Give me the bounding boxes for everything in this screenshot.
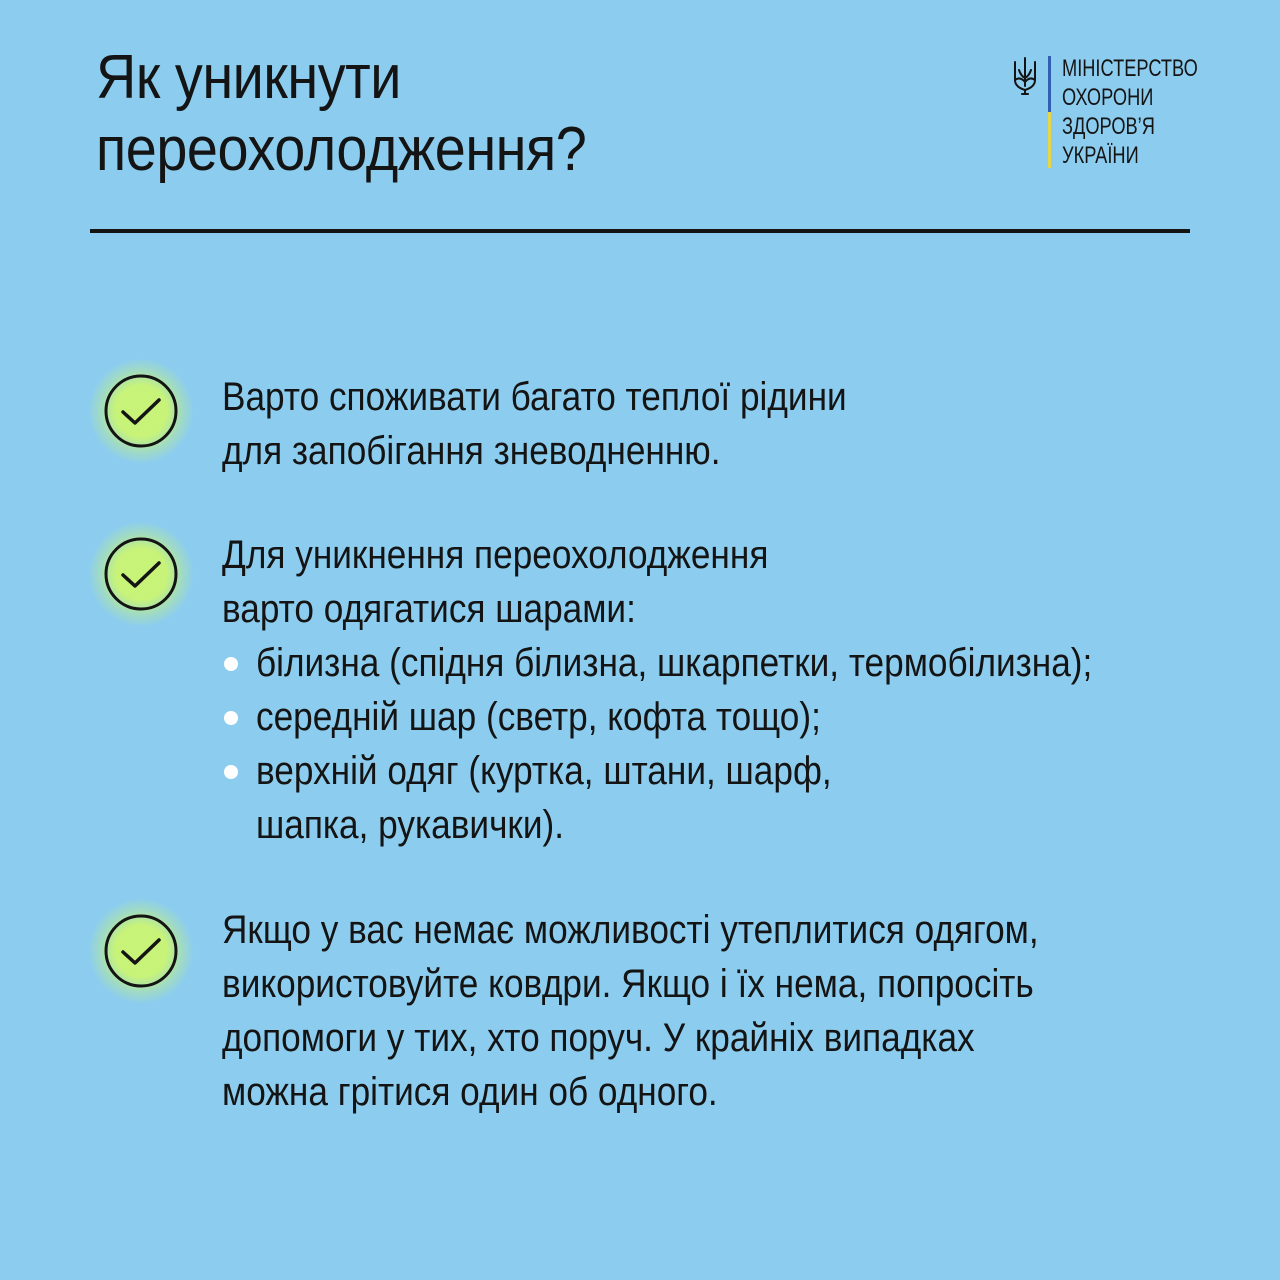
bullet-continuation-text: шапка, рукавички). [256, 803, 564, 847]
ministry-logo [1010, 52, 1200, 172]
tip-blankets-line-4: можна грітися один об одного. [222, 1070, 718, 1114]
title-line-2: переохолодження? [96, 115, 587, 184]
check-circle-icon [103, 373, 179, 449]
bullet-dot [224, 765, 238, 779]
tip-hydration-line-1: Варто споживати багато теплої рідини [222, 375, 847, 419]
tip-blankets-line-1: Якщо у вас немає можливості утеплитися одягом, [222, 908, 1039, 952]
tip-blankets-line-3: допомоги у тих, хто поруч. У крайніх випадках [222, 1016, 975, 1060]
logo-flag-yellow [1048, 112, 1051, 168]
logo-flag-bar [1048, 56, 1051, 168]
tip-layers [222, 528, 1222, 852]
check-circle-icon [103, 913, 179, 989]
tip-hydration-line-2: для запобігання зневодненню. [222, 429, 721, 473]
bullet-text: білизна (спідня білизна, шкарпетки, термобілизна); [256, 641, 1093, 685]
bullet-dot [224, 711, 238, 725]
bullet-item [222, 690, 1222, 744]
title-divider [90, 229, 1190, 233]
tip-hydration [222, 370, 1222, 478]
bullet-continuation [222, 798, 1222, 852]
bullet-text: верхній одяг (куртка, штани, шарф, [256, 749, 832, 793]
trident-icon [1012, 56, 1038, 96]
page-title [96, 42, 856, 186]
bullet-text: середній шар (светр, кофта тощо); [256, 695, 821, 739]
check-circle-icon [103, 536, 179, 612]
ministry-name-line-4: УКРАЇНИ [1062, 142, 1139, 169]
ministry-name-line-2: ОХОРОНИ [1062, 84, 1154, 111]
ministry-name-line-1: МІНІСТЕРСТВО [1062, 55, 1198, 82]
tip-layers-line-2: варто одягатися шарами: [222, 587, 636, 631]
bullet-item [222, 744, 1222, 798]
tip-blankets [222, 903, 1222, 1119]
tip-layers-line-1: Для уникнення переохолодження [222, 533, 769, 577]
tip-blankets-line-2: використовуйте ковдри. Якщо і їх нема, попросіть [222, 962, 1034, 1006]
ministry-name-line-3: ЗДОРОВ’Я [1062, 113, 1155, 140]
logo-flag-blue [1048, 56, 1051, 112]
title-line-1: Як уникнути [96, 43, 402, 112]
bullet-item [222, 636, 1222, 690]
ministry-name [1062, 54, 1222, 170]
bullet-dot [224, 657, 238, 671]
